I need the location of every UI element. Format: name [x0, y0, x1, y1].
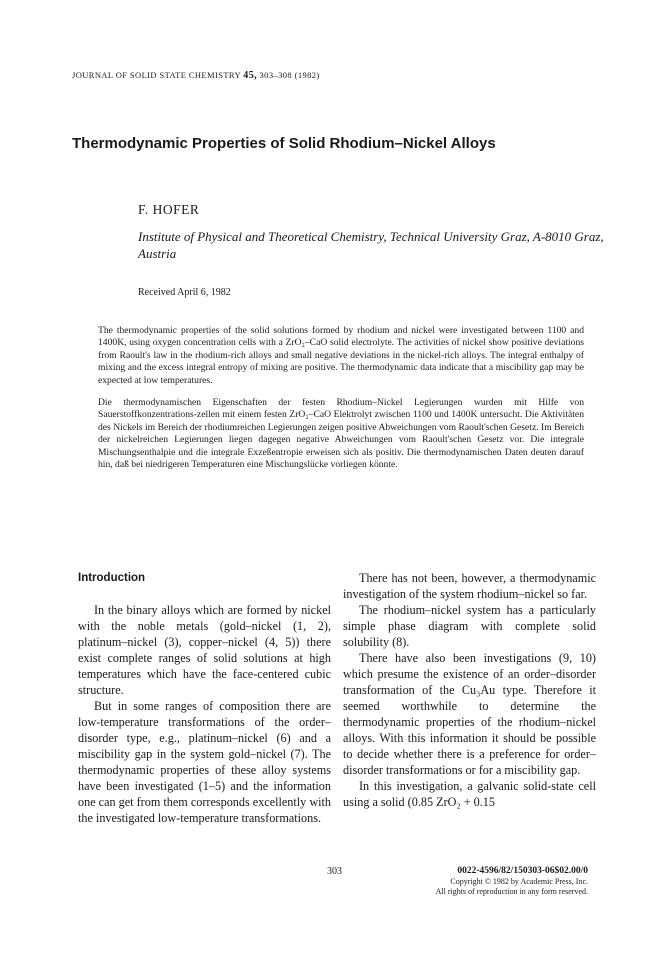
rights-line: All rights of reproduction in any form reserved. [435, 887, 588, 896]
section-heading-introduction: Introduction [78, 572, 146, 584]
intro-paragraph-2: But in some ranges of composition there are low-temperature transformations of the order–disorder type, e.g., platinum–nickel (6) and a miscibility gap in the system gold–nickel (7). The thermodynamic properties of these alloy systems have been investigated (1–5) and the information one can get from them corresponds excellently with the investigated low-temperature transformations. [78, 699, 331, 825]
received-date: Received April 6, 1982 [138, 287, 231, 298]
author: F. HOFER [138, 202, 200, 217]
copyright-footer [436, 866, 588, 898]
left-column [78, 570, 331, 826]
journal-name: JOURNAL OF SOLID STATE CHEMISTRY [72, 70, 241, 80]
abstract-english: The thermodynamic properties of the solid solutions formed by rhodium and nickel were investigated between 1100 and 1400K, using oxygen concentration cells with a ZrO₂–CaO solid electrolyte. The activities of nickel show positive deviations from Raoult's law in the rhodium-rich alloys and small negative deviations in the nickel-rich alloys. The integral enthalpy of mixing and the excess integral entropy of mixing are positive. The thermodynamic data indicate that a miscibility gap may be expected at low temperatures. [98, 325, 584, 386]
paper-title: Thermodynamic Properties of Solid Rhodium–Nickel Alloys [72, 135, 496, 152]
right-paragraph-4: In this investigation, a galvanic solid-state cell using a solid (0.85 ZrO₂ + 0.15 [343, 779, 596, 809]
journal-volume: 45, [243, 70, 257, 81]
page-number: 303 [327, 866, 342, 877]
right-paragraph-3: There have also been investigations (9, 10) which presume the existence of an order–disorder transformation of the Cu₃Au type. Therefore it seemed worthwhile to determine the thermodynamic properties of the rhodium–nickel alloys. With this information it should be possible to decide whether there is a preference for order–disorder transformations or for a miscibility gap. [343, 651, 596, 777]
affiliation: Institute of Physical and Theoretical Chemistry, Technical University Graz, A-8010 Graz, Austria [138, 229, 604, 261]
copyright-line: Copyright © 1982 by Academic Press, Inc. [450, 876, 588, 886]
journal-header [72, 70, 320, 81]
article-code: 0022-4596/82/150303-06$02.00/0 [457, 866, 588, 876]
right-column [343, 570, 596, 810]
right-paragraph-2: The rhodium–nickel system has a particularly simple phase diagram with complete solid solubility (8). [343, 603, 596, 649]
abstract-german: Die thermodynamischen Eigenschaften der festen Rhodium–Nickel Legierungen wurden mit Hilfe von Sauerstoffkonzentrations-zellen mit einem festen ZrO₂–CaO Elektrolyt zwischen 1100 und 1400K untersucht. Die Aktivitäten des Nickels im Bereich der rhodiumreichen Legierungen zeigen positive Abweichungen vom Raoult'schen Gesetz. Im Bereich der nickelreichen Legierungen liegen dagegen negative Abweichungen vom Raoult'schen Gesetz vor. Die integrale Mischungsenthalpie und die integrale Exzeßentropie erweisen sich als positiv. Die thermodynamischen Daten deuten darauf hin, daß bei niedrigeren Temperaturen eine Mischungslücke vorliegen könnte. [98, 397, 584, 471]
intro-paragraph-1: In the binary alloys which are formed by nickel with the noble metals (gold–nickel (1, 2), platinum–nickel (3), copper–nickel (4, 5)) there exist complete ranges of solid solutions at high temperatures which have the face-centered cubic structure. [78, 603, 331, 697]
right-paragraph-1: There has not been, however, a thermodynamic investigation of the system rhodium–nickel so far. [343, 571, 596, 601]
journal-pages: 303–308 (1982) [259, 70, 320, 80]
